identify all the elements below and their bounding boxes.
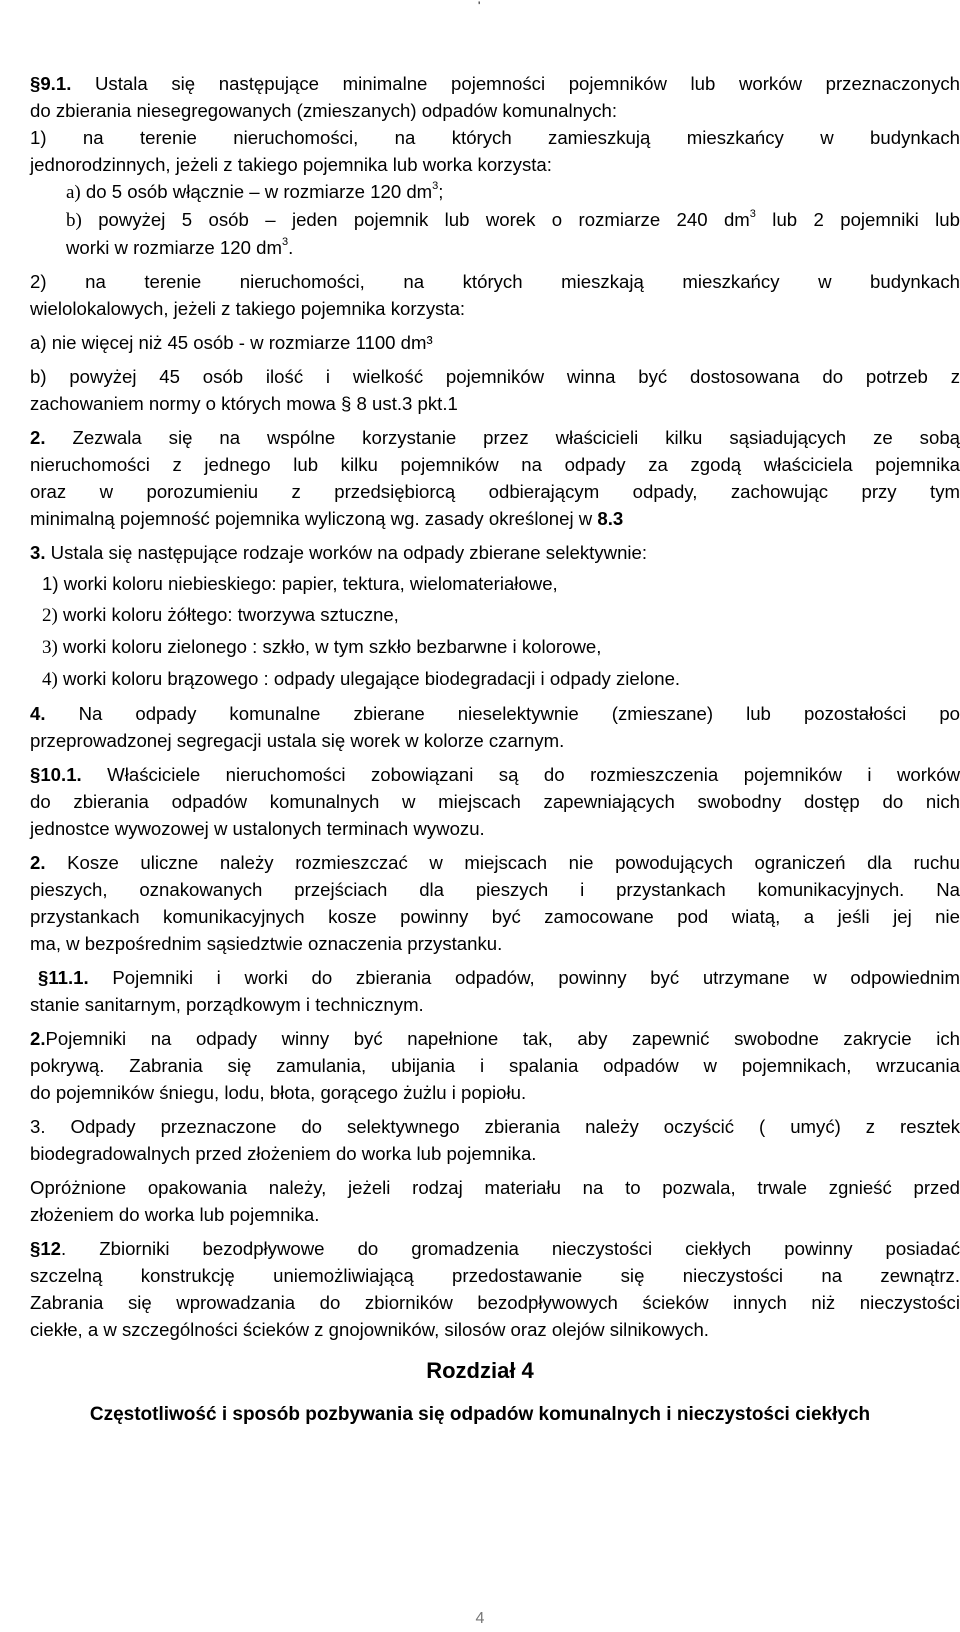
section-11-1 [30,964,960,1018]
text-line: §11.1. Pojemniki i worki do zbierania odpadów, powinny być utrzymane w odpowiednim [38,967,960,988]
text-line: przystankach komunikacyjnych kosze powinny być zamocowane pod wiatą, a jeśli jej nie [30,906,960,927]
list-item: b) powyżej 5 osób – jeden pojemnik lub worek o rozmiarze 240 $dm^3$ lub 2 pojemniki lub [66,207,960,231]
text-line: oraz w porozumieniu z przedsiębiorcą odbierającym odpady, zachowując przy tym [30,481,960,502]
text-line: 2.Pojemniki na odpady winny być napełnione tak, aby zapewnić swobodne zakrycie ich [30,1028,960,1049]
list-item-continuation: worki w rozmiarze 120 $dm^3$. [66,235,294,258]
section-number: 2. [30,1028,46,1049]
chapter-subtitle: Częstotliwość i sposób pozbywania się odpadów komunalnych i nieczystości ciekłych [89,1404,871,1425]
text-line: 4. Na odpady komunalne zbierane nieselektywnie (zmieszane) lub pozostałości po [30,703,960,724]
section-number: 4. [30,703,46,724]
text-line: 3. Ustala się następujące rodzaje worków na odpady zbierane selektywnie: [30,542,648,563]
section-number: 2. [30,852,46,873]
section-9-1-2 [30,268,960,417]
text-line: minimalną pojemność pojemnika wyliczoną wg. zasady określonej w 8.3 [30,508,624,529]
text-line: 2. Zezwala się na wspólne korzystanie przez właścicieli kilku sąsiadujących ze sobą [30,427,960,448]
section-number: §10.1. [30,764,82,785]
section-11-3 [30,1113,960,1167]
text-line: szczelną konstrukcję uniemożliwiającą przedostawanie się nieczystości na zewnątrz. [30,1265,960,1286]
list-item: b) powyżej 45 osób ilość i wielkość pojemników winna być dostosowana do potrzeb z [30,366,960,387]
text-line: pokrywą. Zabrania się zamulania, ubijania i spalania odpadów w pojemnikach, wrzucania [30,1055,960,1076]
document-body [30,70,960,1343]
section-12 [30,1235,960,1343]
text-line: 1) na terenie nieruchomości, na których zamieszkują mieszkańcy w budynkach [30,127,960,148]
text-line: jednostce wywozowej w ustalonych terminach wywozu. [30,818,485,839]
text-line: Zabrania się wprowadzania do zbiorników bezodpływowych ścieków innych niż nieczystości [30,1292,960,1313]
section-10-2 [30,849,960,957]
text-line: do zbierania niesegregowanych (zmieszanych) odpadów komunalnych: [30,100,618,121]
page-number: 4 [475,1610,485,1627]
text-line: stanie sanitarnym, porządkowym i technicznym. [30,994,424,1015]
text-line: ma, w bezpośrednim sąsiedztwie oznaczenia przystanku. [30,933,503,954]
text-line: zachowaniem normy o których mowa § 8 ust.3 pkt.1 [30,393,458,414]
section-9-2 [30,424,960,532]
text-line: 2. Kosze uliczne należy rozmieszczać w miejscach nie powodujących ograniczeń dla ruchu [30,852,960,873]
list-item: a) nie więcej niż 45 osób - w rozmiarze 1100 dm³ [30,332,433,353]
list-item: 4) worki koloru brązowego : odpady ulegające biodegradacji i odpady zielone. [42,668,681,690]
section-number: §12 [30,1238,62,1259]
section-number: 3. [30,542,46,563]
text-line: do zbierania odpadów komunalnych w miejscach zapewniających swobodny dostęp do nich [30,791,960,812]
chapter-title: Rozdział 4 [426,1358,534,1383]
section-number: §11.1. [38,967,89,988]
text-line: ciekłe, a w szczególności ścieków z gnojowników, silosów oraz olejów silnikowych. [30,1319,709,1340]
section-11-4 [30,1174,960,1228]
section-10-1 [30,761,960,842]
text-line: przeprowadzonej segregacji ustala się worek w kolorze czarnym. [30,730,565,751]
text-line: jednorodzinnych, jeżeli z takiego pojemnika lub worka korzysta: [30,154,552,175]
text-line: złożeniem do worka lub pojemnika. [30,1204,320,1225]
section-11-2 [30,1025,960,1106]
top-mark: ' [478,0,481,13]
list-item: 2) worki koloru żółtego: tworzywa sztuczne, [42,604,399,626]
section-9-1 [30,70,960,261]
text-line: 2) na terenie nieruchomości, na których mieszkają mieszkańcy w budynkach [30,271,960,292]
text-line: §9.1. Ustala się następujące minimalne pojemności pojemników lub worków przeznaczonych [30,73,960,94]
section-9-4 [30,700,960,754]
text-line: pieszych, oznakowanych przejściach dla pieszych i przystankach komunikacyjnych. Na [30,879,960,900]
text-line: wielolokalowych, jeżeli z takiego pojemnika korzysta: [30,298,466,319]
text-line: §12. Zbiorniki bezodpływowe do gromadzenia nieczystości ciekłych powinny posiadać [30,1238,960,1259]
section-number: 2. [30,427,46,448]
text-line: Opróżnione opakowania należy, jeżeli rodzaj materiału na to pozwala, trwale zgnieść przed [30,1177,960,1198]
text-line: do pojemników śniegu, lodu, błota, gorącego żużlu i popiołu. [30,1082,527,1103]
list-item: 1) worki koloru niebieskiego: papier, tektura, wielomateriałowe, [42,573,558,594]
section-number: §9.1. [30,73,72,94]
text-line: §10.1. Właściciele nieruchomości zobowiązani są do rozmieszczenia pojemników i worków [30,764,960,785]
section-9-3 [30,539,960,693]
text-line: nieruchomości z jednego lub kilku pojemników na odpady za zgodą właściciela pojemnika [30,454,960,475]
list-item: a) do 5 osób włącznie – w rozmiarze 120 $dm^3$; [66,179,444,203]
text-line: biodegradowalnych przed złożeniem do worka lub pojemnika. [30,1143,537,1164]
text-line: 3. Odpady przeznaczone do selektywnego zbierania należy oczyścić ( umyć) z resztek [30,1116,960,1137]
list-item: 3) worki koloru zielonego : szkło, w tym szkło bezbarwne i kolorowe, [42,636,602,658]
